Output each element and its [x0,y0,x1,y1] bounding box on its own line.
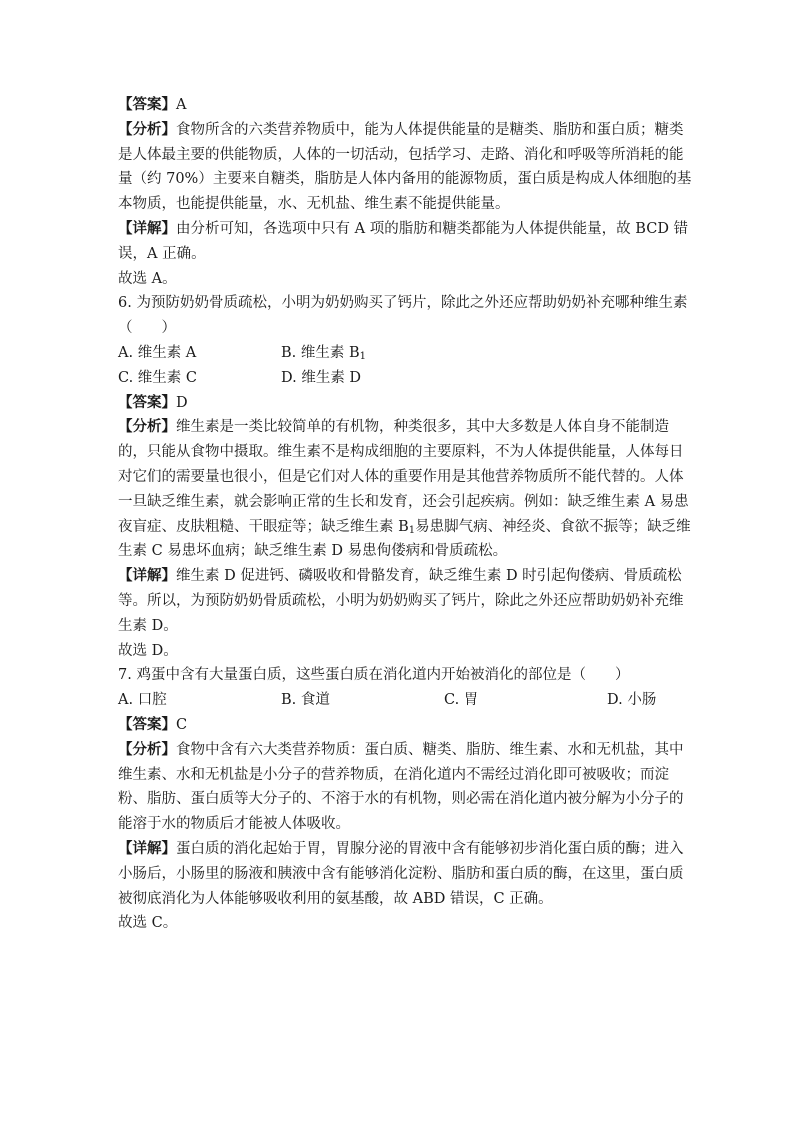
q7-option-a: A. 口腔 [118,692,167,709]
q7-analysis-line: 【分析】食物中含有六大类营养物质：蛋白质、糖类、脂肪、维生素、水和无机盐，其中 [118,740,684,758]
document-page [118,93,692,936]
q6-option-c: C. 维生素 C [118,369,197,386]
q6-analysis-line: 【分析】维生素是一类比较简单的有机物，种类很多，其中大多数是人体自身不能制造 [118,418,669,436]
q7-options-row [118,688,678,713]
q7-detail-line: 【详解】蛋白质的消化起始于胃，胃腺分泌的胃液中含有能够初步消化蛋白质的酶；进入 [118,839,684,857]
q6-option-b: B. 维生素 $B_1$ [281,344,367,362]
q6-detail-line: 生素 D。 [118,617,178,634]
q5-answer [118,93,678,118]
q6-option-d: D. 维生素 D [281,369,362,386]
q7-option-d: D. 小肠 [607,692,657,709]
q5-detail-line: 【详解】由分析可知，各选项中只有 A 项的脂肪和糖类都能为人体提供能量，故 BCD 错 [118,219,689,237]
answer-value: C [176,716,188,733]
q5-analysis-line: 量（约 70%）主要来自糖类，脂肪是人体内备用的能源物质，蛋白质是构成人体细胞的基 [118,171,692,188]
q7-stem: 7. 鸡蛋中含有大量蛋白质，这些蛋白质在消化道内开始被消化的部位是（ ） [118,667,630,684]
q7-analysis-line: 粉、脂肪、蛋白质等大分子的、不溶于水的有机物，则必需在消化道内被分解为小分子的 [118,791,684,808]
q6-detail-line: 【详解】维生素 D 促进钙、磷吸收和骨骼发育，缺乏维生素 D 时引起佝偻病、骨质疏松 [118,567,682,585]
q7-option-b: B. 食道 [281,692,330,709]
q7-analysis-line: 能溶于水的物质后才能被人体吸收。 [118,816,350,833]
analysis-tag: 【分析】 [118,120,176,138]
q6-options-row [118,341,678,366]
q7-analysis-line: 维生素、水和无机盐是小分子的营养物质，在消化道内不需经过消化即可被吸收；而淀 [118,766,669,783]
q6-analysis-line: 的，只能从食物中摄取。维生素不是构成细胞的主要原料，不为人体提供能量，人体每日 [118,444,684,461]
q5-conclusion: 故选 A。 [118,270,177,287]
answer-tag: 【答案】 [118,96,176,113]
q5-analysis-line: 本物质，也能提供能量，水、无机盐、维生素不能提供能量。 [118,196,510,213]
q7-option-c: C. 胃 [444,692,479,709]
detail-tag: 【详解】 [118,839,176,857]
analysis-tag: 【分析】 [118,418,176,436]
detail-tag: 【详解】 [118,567,176,585]
q7-detail-line: 被彻底消化为人体能够吸收利用的氨基酸，故 ABD 错误，C 正确。 [118,890,553,907]
detail-tag: 【详解】 [118,219,176,237]
q6-detail-line: 等。所以，为预防奶奶骨质疏松，小明为奶奶购买了钙片，除此之外还应帮助奶奶补充维 [118,592,684,609]
q6-answer [118,391,678,416]
q5-analysis-line: 【分析】食物所含的六类营养物质中，能为人体提供能量的是糖类、脂肪和蛋白质；糖类 [118,120,684,138]
q6-analysis-line: 一旦缺乏维生素，就会影响正常的生长和发育，还会引起疾病。例如：缺乏维生素 A 易患 [118,493,689,510]
answer-value: D [176,394,188,411]
q6-stem: 6. 为预防奶奶骨质疏松，小明为奶奶购买了钙片，除此之外还应帮助奶奶补充哪种维生素 [118,295,688,312]
answer-tag: 【答案】 [118,715,176,733]
q7-detail-line: 小肠后，小肠里的肠液和胰液中含有能够消化淀粉、脂肪和蛋白质的酶，在这里，蛋白质 [118,865,684,882]
q6-analysis-line: 夜盲症、皮肤粗糙、干眼症等；缺乏维生素 $B_1$易患脚气病、神经炎、食欲不振等；缺乏维 [118,518,691,536]
q6-options-row [118,366,678,391]
q6-analysis-line: 对它们的需要量也很小，但是它们对人体的重要作用是其他营养物质所不能代替的。人体 [118,468,684,485]
answer-tag: 【答案】 [118,393,176,411]
q5-analysis-line: 是人体最主要的供能物质，人体的一切活动，包括学习、走路、消化和呼吸等所消耗的能 [118,146,684,163]
analysis-tag: 【分析】 [118,740,176,758]
q7-answer [118,713,678,738]
answer-value: A [176,97,187,113]
q6-conclusion: 故选 D。 [118,642,178,659]
q6-stem-bracket: （ ） [118,320,176,337]
q7-conclusion: 故选 C。 [118,915,178,932]
q6-analysis-line: 生素 C 易患坏血病；缺乏维生素 D 易患佝偻病和骨质疏松。 [118,543,508,560]
q5-detail-line: 误，A 正确。 [118,245,206,262]
q6-option-a: A. 维生素 A [118,344,197,361]
